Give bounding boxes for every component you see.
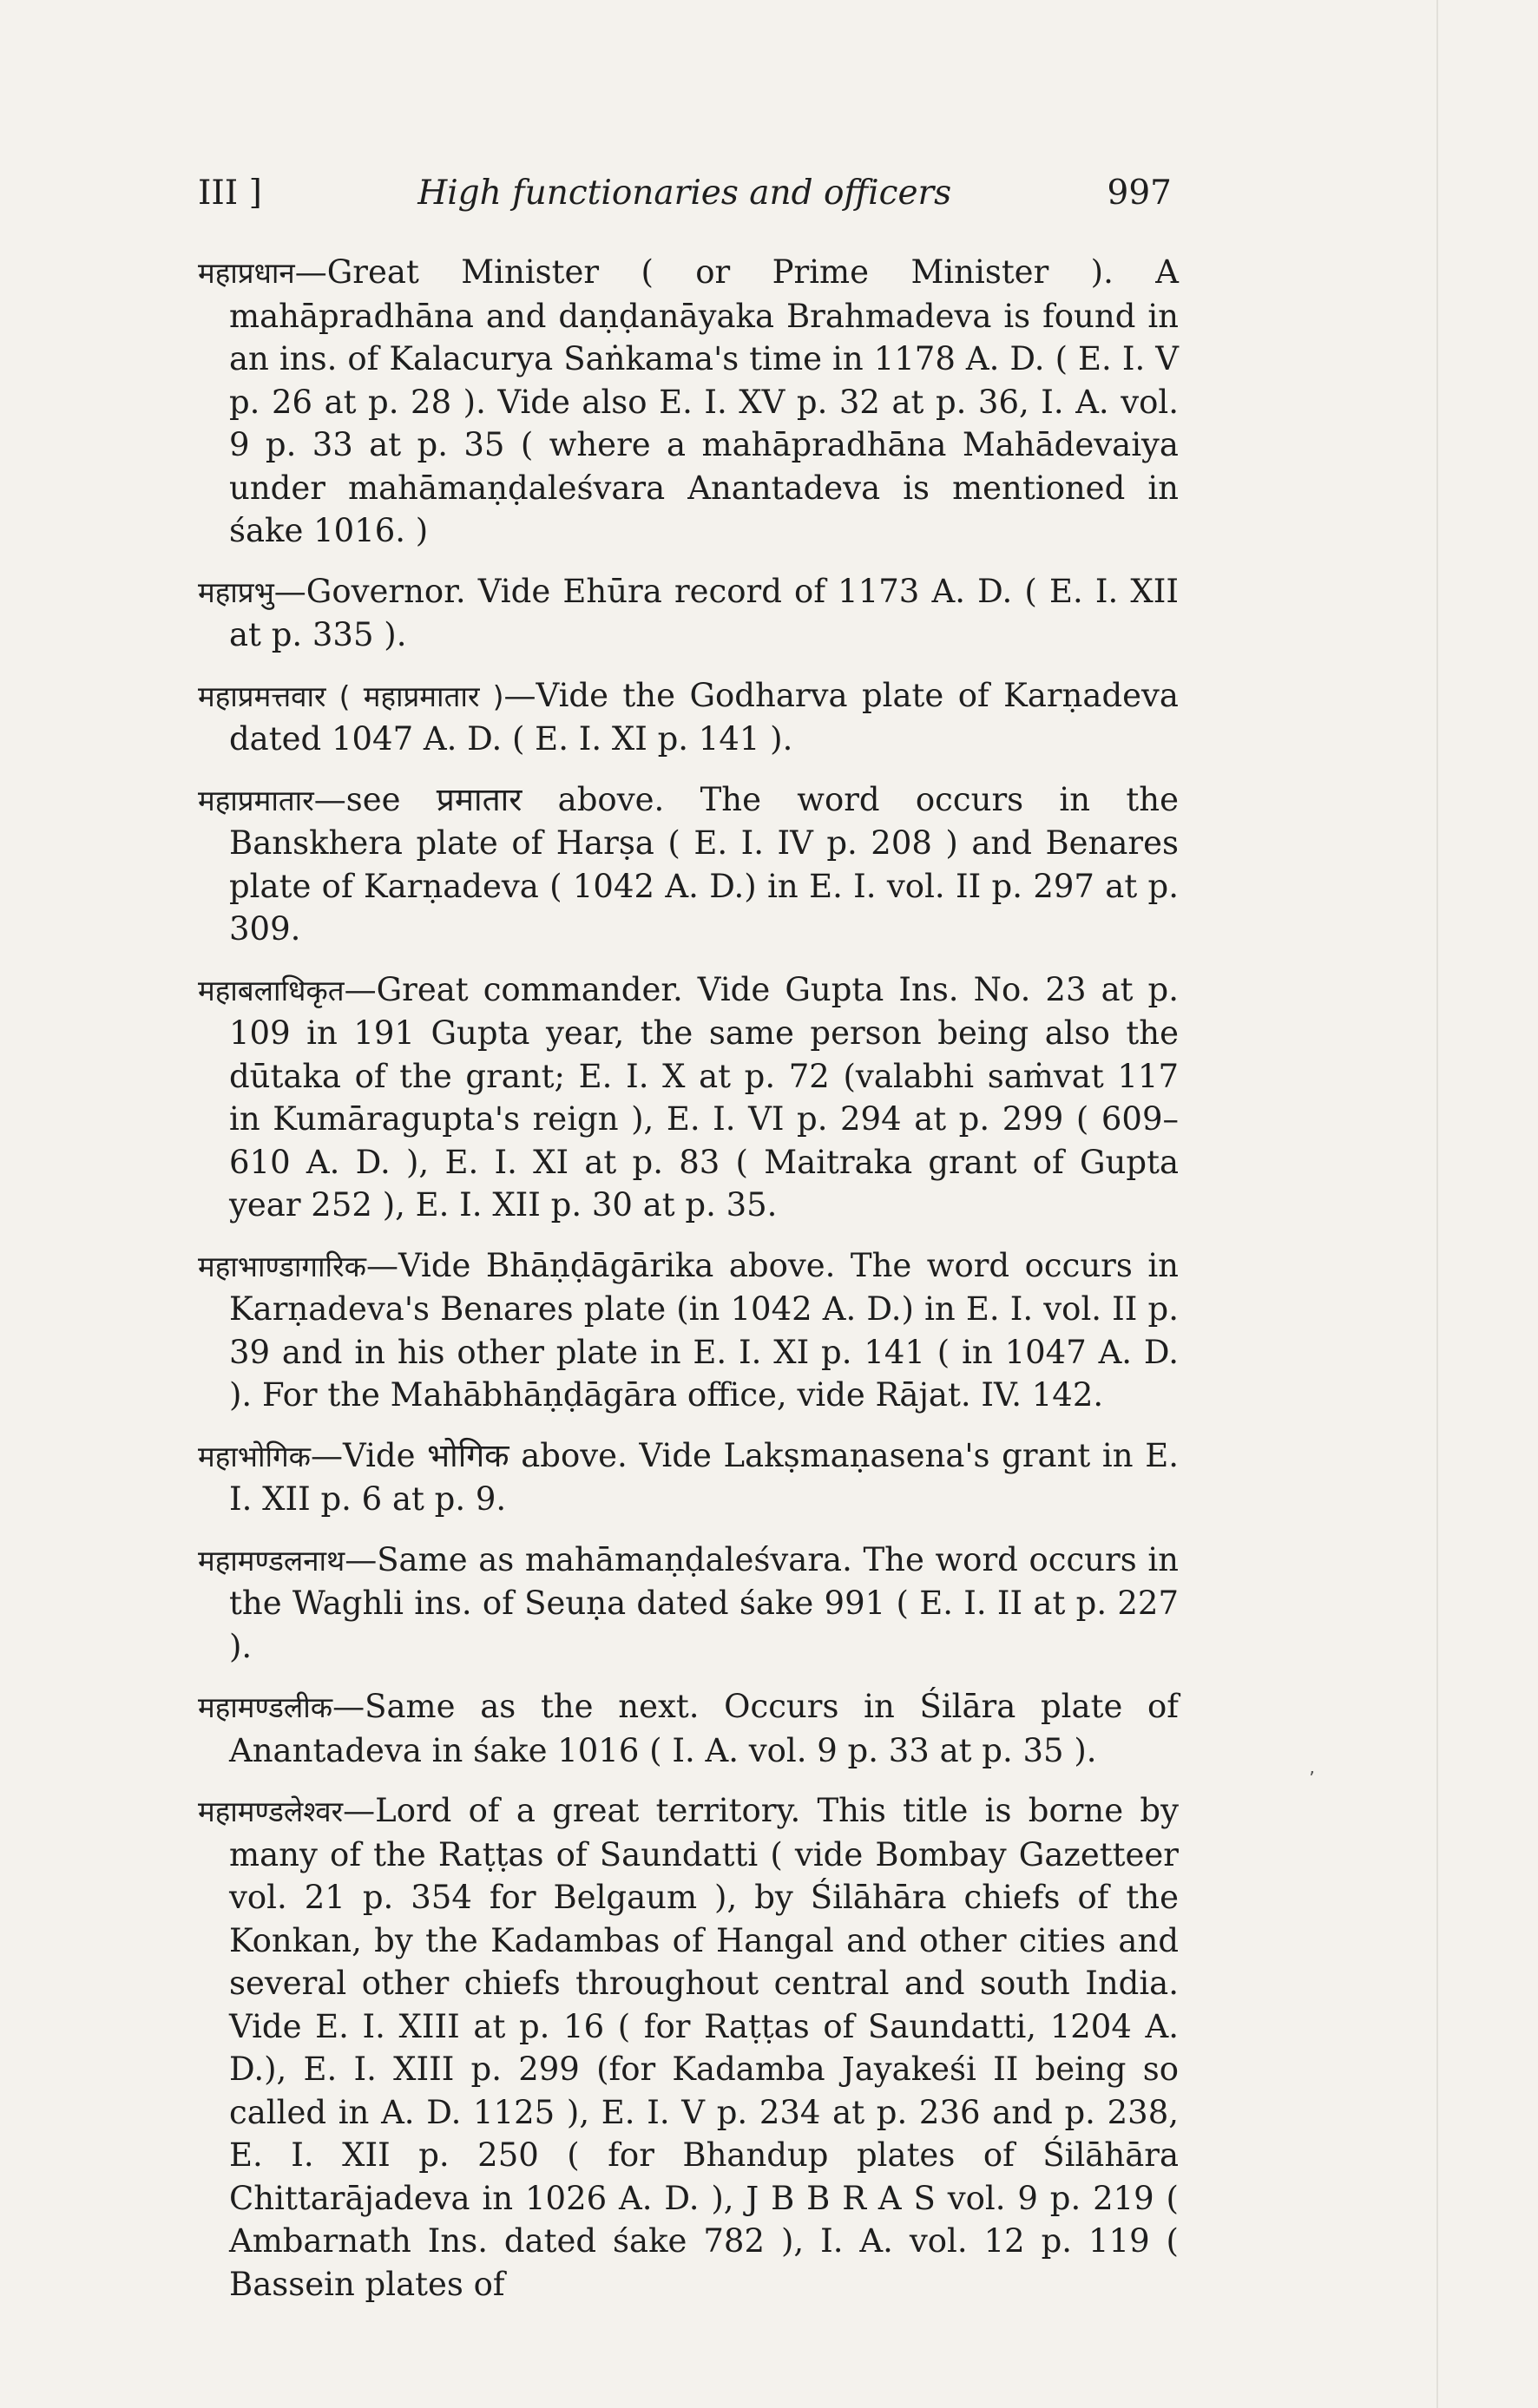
entry-headword: महाभाण्डागारिक — [198, 1249, 366, 1283]
stray-ink-mark: ٬ — [1309, 1768, 1315, 1790]
entry-headword: महाप्रभु — [198, 574, 274, 609]
glossary-entry — [198, 1244, 1179, 1417]
page-content — [198, 174, 1179, 2323]
entry-headword: महाप्रमत्तवार ( महाप्रमातार ) — [198, 679, 504, 713]
entry-text: —Governor. Vide Ehūra record of 1173 A. D. ( E. I. XII at p. 335 ). — [229, 572, 1179, 653]
glossary-entry — [198, 1434, 1179, 1521]
glossary-entry — [198, 1789, 1179, 2306]
entry-text: —Vide Bhāṇḍāgārika above. The word occurs in Karṇadeva's Benares plate (in 1042 A. D.) in E. I. vol. II p. 39 and in his other plate in E. I. XI p. 141 ( in 1047 A. D. ). For the Mahābhāṇḍāgāra office, vide Rājat. IV. 142. — [229, 1246, 1179, 1414]
entry-text: —Great Minister ( or Prime Minister ). A mahāpradhāna and daṇḍanāyaka Brahmadeva is found in an ins. of Kalacurya Saṅkama's time in 1178 A. D. ( E. I. V p. 26 at p. 28 ). Vide also E. I. XV p. 32 at p. 36, I. A. vol. 9 p. 33 at p. 35 ( where a mahāpradhāna Mahādevaiya under mahāmaṇḍaleśvara Anantadeva is mentioned in śake 1016. ) — [229, 253, 1179, 549]
entry-headword: महाप्रमातार — [198, 783, 314, 817]
glossary-entry — [198, 1685, 1179, 1772]
section-marker: III ] — [198, 174, 262, 213]
entry-text: —Same as mahāmaṇḍaleśvara. The word occurs in the Waghli ins. of Seuṇa dated śake 991 ( E. I. II at p. 227 ). — [229, 1540, 1179, 1665]
entry-text: —Same as the next. Occurs in Śilāra plate of Anantadeva in śake 1016 ( I. A. vol. 9 p. 33 at p. 35 ). — [229, 1688, 1179, 1769]
glossary-entry — [198, 674, 1179, 761]
page-number: 997 — [1107, 174, 1172, 213]
entry-text: —Vide the Godharva plate of Karṇadeva dated 1047 A. D. ( E. I. XI p. 141 ). — [229, 676, 1179, 758]
glossary-entry — [198, 968, 1179, 1227]
entry-text: —Great commander. Vide Gupta Ins. No. 23 at p. 109 in 191 Gupta year, the same person being also the dūtaka of the grant; E. I. X at p. 72 (valabhi saṁvat 117 in Kumāragupta's reign ), E. I. VI p. 294 at p. 299 ( 609–610 A. D. ), E. I. XI at p. 83 ( Maitraka grant of Gupta year 252 ), E. I. XII p. 30 at p. 35. — [229, 970, 1179, 1224]
glossary-entry — [198, 1539, 1179, 1669]
glossary-entry — [198, 778, 1179, 951]
entry-text: —Vide भोगिक above. Vide Lakṣmaṇasena's grant in E. I. XII p. 6 at p. 9. — [229, 1436, 1179, 1518]
entry-headword: महाप्रधान — [198, 256, 295, 290]
running-header — [198, 174, 1179, 213]
entry-headword: महामण्डलनाथ — [198, 1543, 345, 1578]
entry-headword: महाभोगिक — [198, 1439, 312, 1473]
glossary-entry — [198, 570, 1179, 657]
entry-headword: महामण्डलेश्वर — [198, 1795, 344, 1828]
entry-headword: महामण्डलीक — [198, 1690, 333, 1724]
page-edge-line — [1436, 0, 1438, 2408]
running-title: High functionaries and officers — [417, 174, 952, 213]
entry-text: —see प्रमातार above. The word occurs in the Banskhera plate of Harṣa ( E. I. IV p. 208 ) and Benares plate of Karṇadeva ( 1042 A. D.) in E. I. vol. II p. 297 at p. 309. — [229, 780, 1179, 948]
entry-headword: महाबलाधिकृत — [198, 973, 345, 1007]
glossary-entry — [198, 251, 1179, 553]
entry-text: —Lord of a great territory. This title is borne by many of the Raṭṭas of Saundatti ( vide Bombay Gazetteer vol. 21 p. 354 for Belgaum ), by Śilāhāra chiefs of the Konkan, by the Kadambas of Hangal and other cities and several other chiefs throughout central and south India. Vide E. I. XIII at p. 16 ( for Raṭṭas of Saundatti, 1204 A. D.), E. I. XIII p. 299 (for Kadamba Jayakeśi II being so called in A. D. 1125 ), E. I. V p. 234 at p. 236 and p. 238, E. I. XII p. 250 ( for Bhandup plates of Śilāhāra Chittarājadeva in 1026 A. D. ), J B B R A S vol. 9 p. 219 ( Ambarnath Ins. dated śake 782 ), I. A. vol. 12 p. 119 ( Bassein plates of — [229, 1792, 1179, 2303]
